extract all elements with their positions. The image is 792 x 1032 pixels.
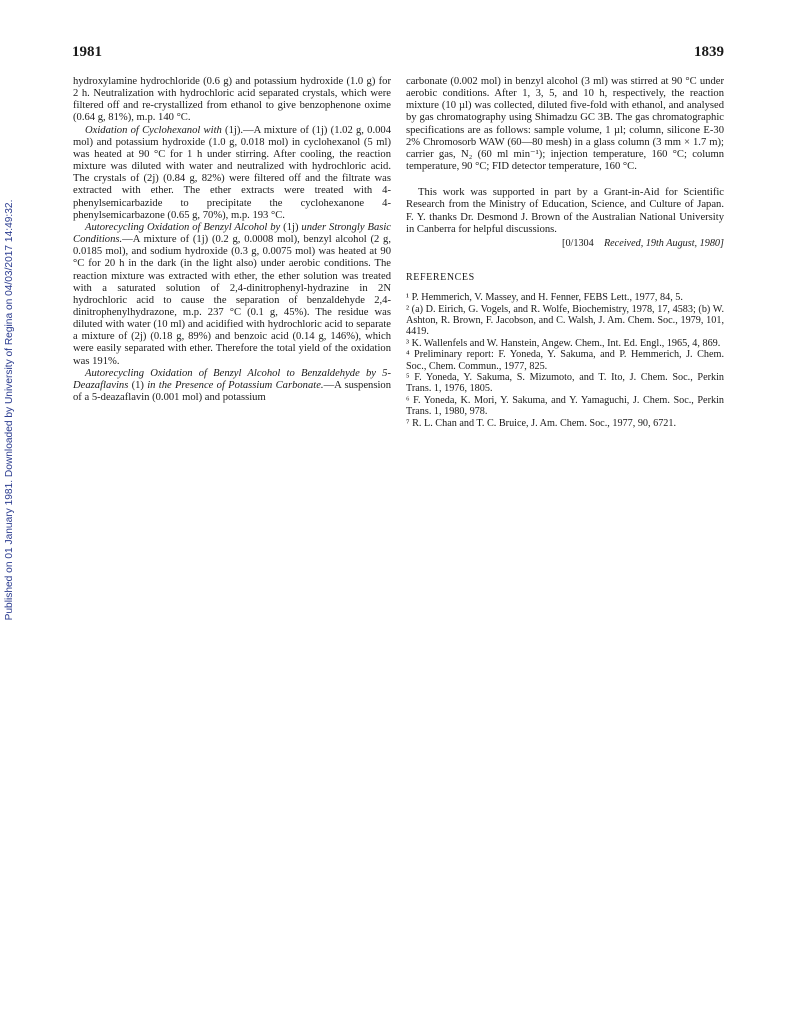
heading-compound-ref: (1j) xyxy=(280,221,302,233)
heading-compound-ref: (1) xyxy=(128,379,148,391)
paragraph-deazaflavin-body: —A suspension of a 5-deazaflavin (0.001 mol) and potassium xyxy=(73,379,391,404)
journal-year: 1981 xyxy=(72,44,102,60)
paragraph-oxime: hydroxylamine hydrochloride (0.6 g) and potassium hydroxide (1.0 g) for 2 h. Neutralization with hydrochloric acid separated crystals, which were filtered off and re-crystallized from ethanol to give benzophenone oxime (0.64 g, 81%), m.p. 140 °C. xyxy=(73,76,391,124)
reference-item: ⁶ F. Yoneda, K. Mori, Y. Sakuma, and Y. Yamaguchi, J. Chem. Soc., Perkin Trans. 1, 1980, 978. xyxy=(406,394,724,418)
reference-item: ³ K. Wallenfels and W. Hanstein, Angew. Chem., Int. Ed. Engl., 1965, 4, 869. xyxy=(406,337,721,349)
manuscript-code: [0/1304 xyxy=(562,237,594,249)
heading-compound-ref: (1j). xyxy=(221,124,243,136)
section-heading-basic-a: Autorecycling Oxidation of Benzyl Alcohol by xyxy=(85,221,281,233)
reference-item: ⁵ F. Yoneda, Y. Sakuma, S. Mizumoto, and T. Ito, J. Chem. Soc., Perkin Trans. 1, 1976, 1805. xyxy=(406,372,724,395)
reference-item: ⁴ Preliminary report: F. Yoneda, Y. Sakuma, and P. Hemmerich, J. Chem. Soc., Chem. Commun., 1977, 825. xyxy=(406,349,724,372)
paragraph-gas-chromatography: carbonate (0.002 mol) in benzyl alcohol (3 ml) was stirred at 90 °C under aerobic conditions. After 1, 3, 5, and 10 h, respectively, the reaction mixture (10 µl) was collected, diluted five-fold with ethanol, and analysed by gas chromatography using Shimadzu GC 3B. The gas chromatographic specifications are as follows: sample volume, 1 µl; column, silicone E-30 2% Chromosorb WAW (60—80 mesh) in a glass column (3 mm × 1.7 m); carrier gas, N₂ (60 ml min⁻¹); injection temperature, 160 °C; column temperature, 90 °C; FID detector temperature, 160 °C. xyxy=(406,76,724,173)
paragraph-cyclohexanol-body: —A mixture of (1j) (1.02 g, 0.004 mol) and potassium hydroxide (1.0 g, 0.018 mol) in cyclohexanol (5 ml) was heated at 90 °C for 1 h under stirring. After cooling, the reaction mixture was diluted with water and neutralized with hydrochloric acid. The crystals of (2j) (0.84 g, 82%) were filtered off and the filtrate was extracted with ether. The ether extracts were treated with 4-phenylsemicarbazide to precipitate the cyclohexanone 4-phenylsemicarbazone (0.65 g, 70%), m.p. 193 °C. xyxy=(73,124,391,221)
references-heading: REFERENCES xyxy=(406,272,475,284)
paragraph-basic-conditions xyxy=(73,222,391,368)
reference-item: ⁷ R. L. Chan and T. C. Bruice, J. Am. Chem. Soc., 1977, 90, 6721. xyxy=(406,417,677,429)
section-heading-basic-b: under Strongly Basic Conditions. xyxy=(73,221,392,246)
section-heading-deazaflavin-b: in the Presence of Potassium Carbonate. xyxy=(147,379,324,391)
references-list xyxy=(406,292,724,429)
paragraph-cyclohexanol xyxy=(73,125,391,222)
section-heading-deazaflavin-a: Autorecycling Oxidation of Benzyl Alcohol to Benzaldehyde by 5-Deazaflavins xyxy=(73,367,391,391)
right-column xyxy=(406,76,724,429)
reference-item: ² (a) D. Eirich, G. Vogels, and R. Wolfe, Biochemistry, 1978, 17, 4583; (b) W. Ashton, R. Brown, F. Jacobson, and C. Walsh, J. Am. Chem. Soc., 1979, 101, 4419. xyxy=(406,303,724,338)
page-header xyxy=(72,44,724,64)
paragraph-basic-body: —A mixture of (1j) (0.2 g, 0.0008 mol), benzyl alcohol (2 g, 0.0185 mol), and sodium hydroxide (0.3 g, 0.0075 mol) was heated at 90 °C for 20 h in the dark (in the light also) under aerobic conditions. The reaction mixture was extracted with ether, the ether solution was treated with a saturated solution of 2,4-dinitrophenyl-hydrazine in 2N hydrochloric acid to cause the separation of benzaldehyde 2,4-dinitrophenylhydrazone, m.p. 237 °C (0.1 g, 45%). The residue was diluted with water (10 ml) and acidified with hydrochloric acid to separate a mixture of (2j) (0.18 g, 89%) and benzoic acid (0.14 g, 146%), which were easily separated with ether. Therefore the total yield of the oxidation was 191%. xyxy=(73,234,391,367)
paragraph-deazaflavin xyxy=(73,368,391,404)
left-column xyxy=(73,76,391,404)
received-line xyxy=(406,238,724,250)
section-heading-cyclohexanol: Oxidation of Cyclohexanol with xyxy=(85,124,222,136)
paragraph-acknowledgements: This work was supported in part by a Grant-in-Aid for Scientific Research from the Ministry of Education, Science, and Culture of Japan. F. Y. thanks Dr. Desmond J. Brown of the Australian National University in Canberra for helpful discussions. xyxy=(406,187,724,235)
page-number: 1839 xyxy=(694,44,724,60)
download-notice-sidebar xyxy=(4,180,18,640)
reference-item: ¹ P. Hemmerich, V. Massey, and H. Fenner, FEBS Lett., 1977, 84, 5. xyxy=(406,292,683,304)
received-date: Received, 19th August, 1980] xyxy=(603,237,724,249)
download-notice-text: Published on 01 January 1981. Downloaded by University of Regina on 04/03/2017 14:49:32. xyxy=(4,199,15,621)
